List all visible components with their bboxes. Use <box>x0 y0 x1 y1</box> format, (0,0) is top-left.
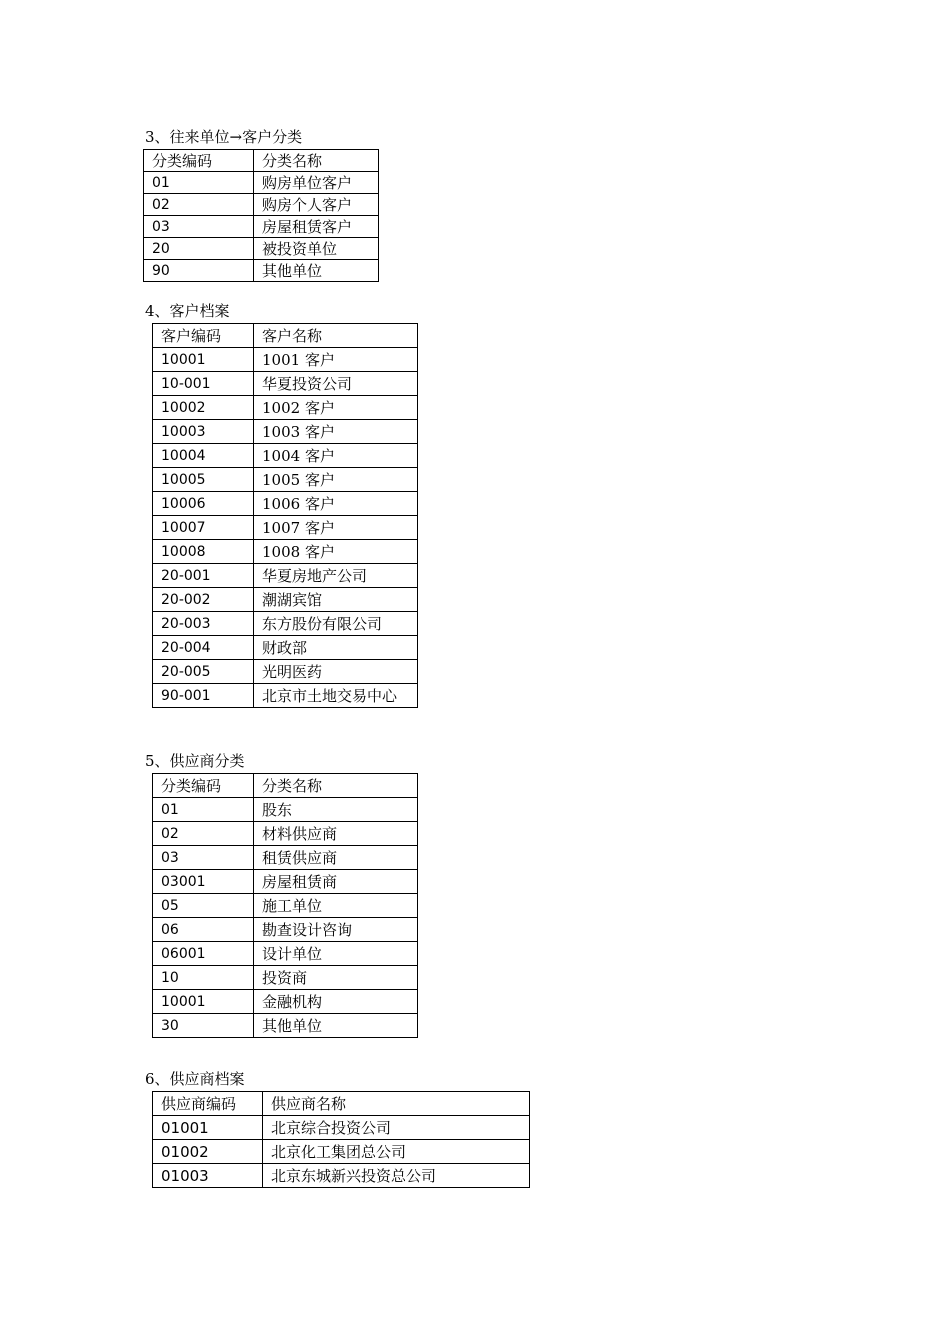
name-cell: 东方股份有限公司 <box>254 612 418 636</box>
name-cell: 北京市土地交易中心 <box>254 684 418 708</box>
code-cell: 03001 <box>153 870 254 894</box>
table-row <box>153 1164 530 1188</box>
code-cell: 20-001 <box>153 564 254 588</box>
code-cell: 06001 <box>153 942 254 966</box>
table-row <box>153 348 418 372</box>
code-cell: 90 <box>144 260 254 282</box>
table-row <box>153 1116 530 1140</box>
name-cell: 被投资单位 <box>254 238 379 260</box>
table-row <box>144 216 379 238</box>
code-cell: 20 <box>144 238 254 260</box>
section-5-title: 5、供应商分类 <box>145 752 245 770</box>
table-row <box>153 636 418 660</box>
code-cell: 05 <box>153 894 254 918</box>
table-row <box>153 588 418 612</box>
code-cell: 02 <box>153 822 254 846</box>
table-row <box>153 396 418 420</box>
code-cell: 10004 <box>153 444 254 468</box>
code-cell: 01003 <box>153 1164 263 1188</box>
code-cell: 03 <box>144 216 254 238</box>
table-row <box>153 1014 418 1038</box>
name-cell: 房屋租赁商 <box>254 870 418 894</box>
name-cell: 购房个人客户 <box>254 194 379 216</box>
column-header: 客户编码 <box>153 324 254 348</box>
section-3-title: 3、往来单位→客户分类 <box>145 128 303 146</box>
code-cell: 01 <box>144 172 254 194</box>
table-row <box>153 822 418 846</box>
code-cell: 10007 <box>153 516 254 540</box>
code-cell: 03 <box>153 846 254 870</box>
name-cell: 材料供应商 <box>254 822 418 846</box>
name-cell: 潮湖宾馆 <box>254 588 418 612</box>
table-row <box>144 238 379 260</box>
name-cell: 勘查设计咨询 <box>254 918 418 942</box>
table-row <box>153 492 418 516</box>
code-cell: 90-001 <box>153 684 254 708</box>
name-cell: 1004 客户 <box>254 444 418 468</box>
name-cell: 购房单位客户 <box>254 172 379 194</box>
table-row <box>144 172 379 194</box>
code-cell: 10005 <box>153 468 254 492</box>
table-row <box>153 660 418 684</box>
name-cell: 1002 客户 <box>254 396 418 420</box>
name-cell: 1003 客户 <box>254 420 418 444</box>
name-cell: 1008 客户 <box>254 540 418 564</box>
column-header: 分类名称 <box>254 774 418 798</box>
table-row <box>153 612 418 636</box>
code-cell: 20-005 <box>153 660 254 684</box>
code-cell: 06 <box>153 918 254 942</box>
table-row <box>153 516 418 540</box>
table-row <box>153 918 418 942</box>
name-cell: 投资商 <box>254 966 418 990</box>
name-cell: 其他单位 <box>254 1014 418 1038</box>
code-cell: 10 <box>153 966 254 990</box>
column-header: 供应商编码 <box>153 1092 263 1116</box>
section-6-title: 6、供应商档案 <box>145 1070 245 1088</box>
table-row <box>153 540 418 564</box>
table-header-row <box>144 150 379 172</box>
name-cell: 房屋租赁客户 <box>254 216 379 238</box>
name-cell: 光明医药 <box>254 660 418 684</box>
code-cell: 20-004 <box>153 636 254 660</box>
table-row <box>153 966 418 990</box>
code-cell: 10001 <box>153 348 254 372</box>
table-row <box>153 684 418 708</box>
name-cell: 股东 <box>254 798 418 822</box>
section-4-title: 4、客户档案 <box>145 302 230 320</box>
supplier-category-table <box>152 773 418 1038</box>
table-row <box>144 260 379 282</box>
table-header-row <box>153 324 418 348</box>
customer-category-table <box>143 149 379 282</box>
code-cell: 10002 <box>153 396 254 420</box>
table-header-row <box>153 1092 530 1116</box>
name-cell: 北京综合投资公司 <box>263 1116 530 1140</box>
name-cell: 1005 客户 <box>254 468 418 492</box>
supplier-archive-table <box>152 1091 530 1188</box>
table-row <box>153 420 418 444</box>
name-cell: 华夏房地产公司 <box>254 564 418 588</box>
code-cell: 10008 <box>153 540 254 564</box>
column-header: 分类编码 <box>153 774 254 798</box>
name-cell: 1006 客户 <box>254 492 418 516</box>
name-cell: 1007 客户 <box>254 516 418 540</box>
code-cell: 10-001 <box>153 372 254 396</box>
table-row <box>153 372 418 396</box>
name-cell: 金融机构 <box>254 990 418 1014</box>
table-row <box>153 846 418 870</box>
name-cell: 租赁供应商 <box>254 846 418 870</box>
table-row <box>153 990 418 1014</box>
code-cell: 20-003 <box>153 612 254 636</box>
code-cell: 01001 <box>153 1116 263 1140</box>
name-cell: 其他单位 <box>254 260 379 282</box>
column-header: 分类编码 <box>144 150 254 172</box>
code-cell: 01 <box>153 798 254 822</box>
table-row <box>153 798 418 822</box>
name-cell: 财政部 <box>254 636 418 660</box>
name-cell: 华夏投资公司 <box>254 372 418 396</box>
column-header: 分类名称 <box>254 150 379 172</box>
table-row <box>144 194 379 216</box>
code-cell: 01002 <box>153 1140 263 1164</box>
customer-archive-table <box>152 323 418 708</box>
table-row <box>153 942 418 966</box>
name-cell: 北京东城新兴投资总公司 <box>263 1164 530 1188</box>
table-header-row <box>153 774 418 798</box>
code-cell: 10006 <box>153 492 254 516</box>
code-cell: 30 <box>153 1014 254 1038</box>
table-row <box>153 870 418 894</box>
name-cell: 设计单位 <box>254 942 418 966</box>
code-cell: 10003 <box>153 420 254 444</box>
table-row <box>153 564 418 588</box>
code-cell: 02 <box>144 194 254 216</box>
name-cell: 1001 客户 <box>254 348 418 372</box>
name-cell: 北京化工集团总公司 <box>263 1140 530 1164</box>
name-cell: 施工单位 <box>254 894 418 918</box>
table-row <box>153 894 418 918</box>
column-header: 供应商名称 <box>263 1092 530 1116</box>
table-row <box>153 1140 530 1164</box>
code-cell: 10001 <box>153 990 254 1014</box>
column-header: 客户名称 <box>254 324 418 348</box>
code-cell: 20-002 <box>153 588 254 612</box>
table-row <box>153 468 418 492</box>
table-row <box>153 444 418 468</box>
